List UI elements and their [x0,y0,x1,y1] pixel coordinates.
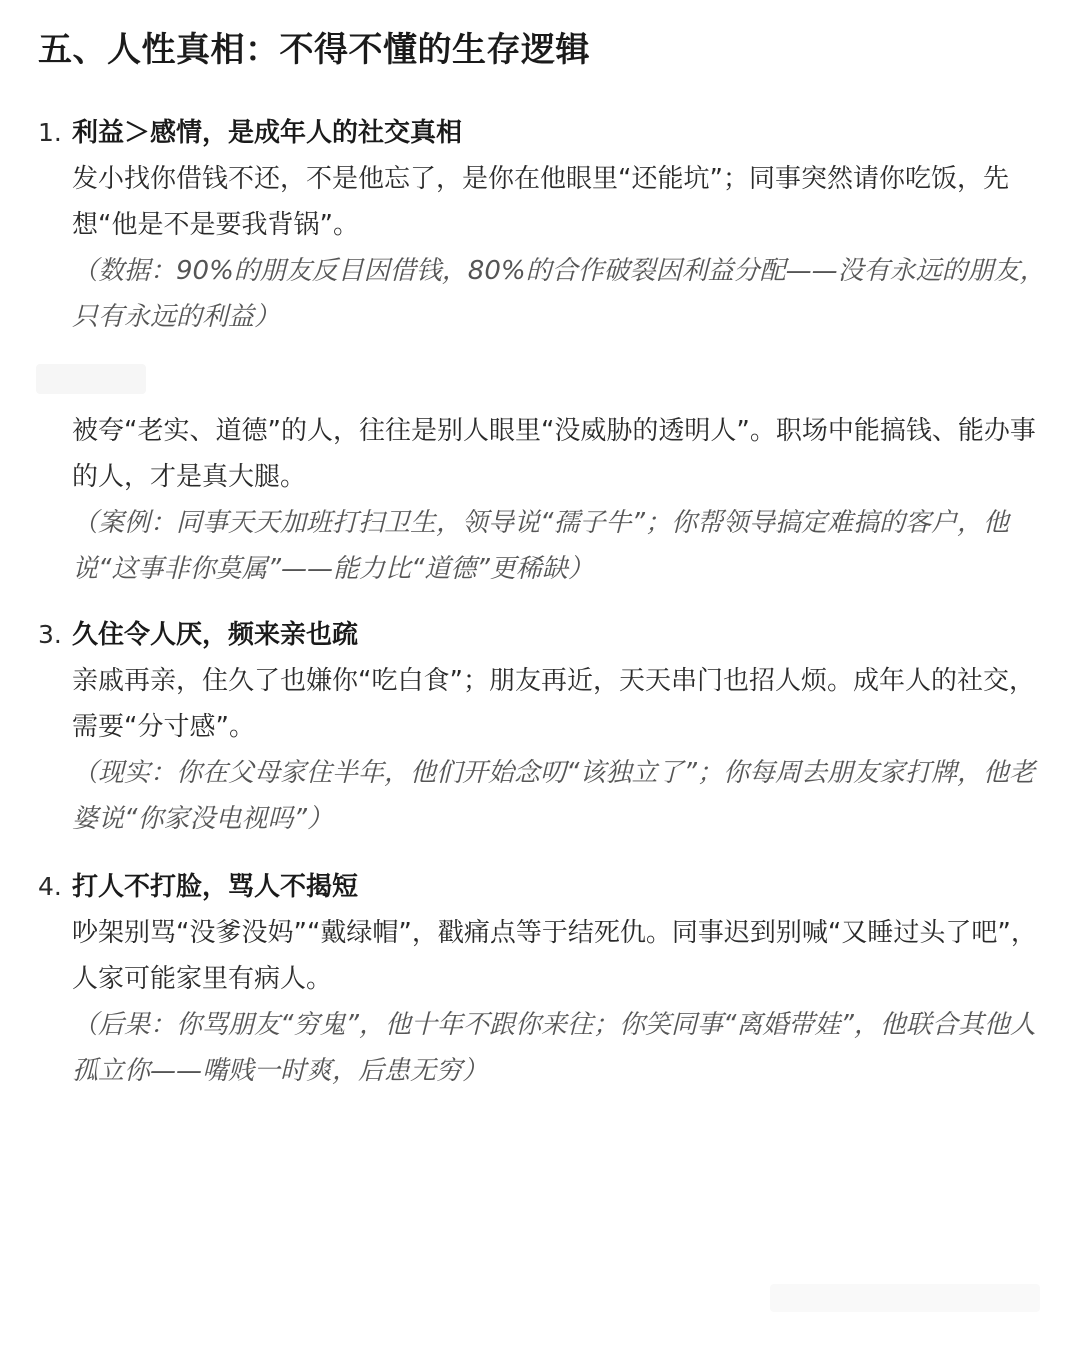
section-heading: 五、人性真相：不得不懂的生存逻辑 [38,30,590,70]
list-item [38,408,1048,592]
list-item [38,612,1048,842]
item-body: 被夸“老实、道德”的人，往往是别人眼里“没威胁的透明人”。职场中能搞钱、能办事的人，才是真大腿。 [72,416,1036,492]
item-note: （后果：你骂朋友“穷鬼”，他十年不跟你来往；你笑同事“离婚带娃”，他联合其他人孤立你——嘴贱一时爽，后患无穷） [72,1010,1036,1086]
item-number: 4. [38,872,62,901]
list-item [38,110,1048,340]
item-note: （现实：你在父母家住半年，他们开始念叨“该独立了”；你每周去朋友家打牌，他老婆说“你家没电视吗”） [72,758,1035,834]
masked-area [770,1284,1040,1312]
item-body: 发小找你借钱不还，不是他忘了，是你在他眼里“还能坑”；同事突然请你吃饭，先想“他是不是要我背锅”。 [72,164,1009,240]
item-title: 打人不打脸，骂人不揭短 [72,872,359,902]
item-note: （数据：90%的朋友反目因借钱，80%的合作破裂因利益分配——没有永远的朋友，只有永远的利益） [72,256,1046,332]
item-title: 久住令人厌，频来亲也疏 [72,620,359,650]
item-note: （案例：同事天天加班打扫卫生，领导说“孺子牛”；你帮领导搞定难搞的客户，他说“这事非你莫属”——能力比“道德”更稀缺） [72,508,1009,584]
list-item [38,864,1048,1094]
item-title: 利益＞感情，是成年人的社交真相 [72,118,463,148]
item-body: 吵架别骂“没爹没妈”“戴绿帽”，戳痛点等于结死仇。同事迟到别喊“又睡过头了吧”，人家可能家里有病人。 [72,918,1037,994]
item-number: 1. [38,118,62,147]
item-header [38,864,1048,910]
item-header [38,612,1048,658]
item-body: 亲戚再亲，住久了也嫌你“吃白食”；朋友再近，天天串门也招人烦。成年人的社交，需要“分寸感”。 [72,666,1035,742]
item-header [38,110,1048,156]
masked-area [36,364,146,394]
item-number: 3. [38,620,62,649]
